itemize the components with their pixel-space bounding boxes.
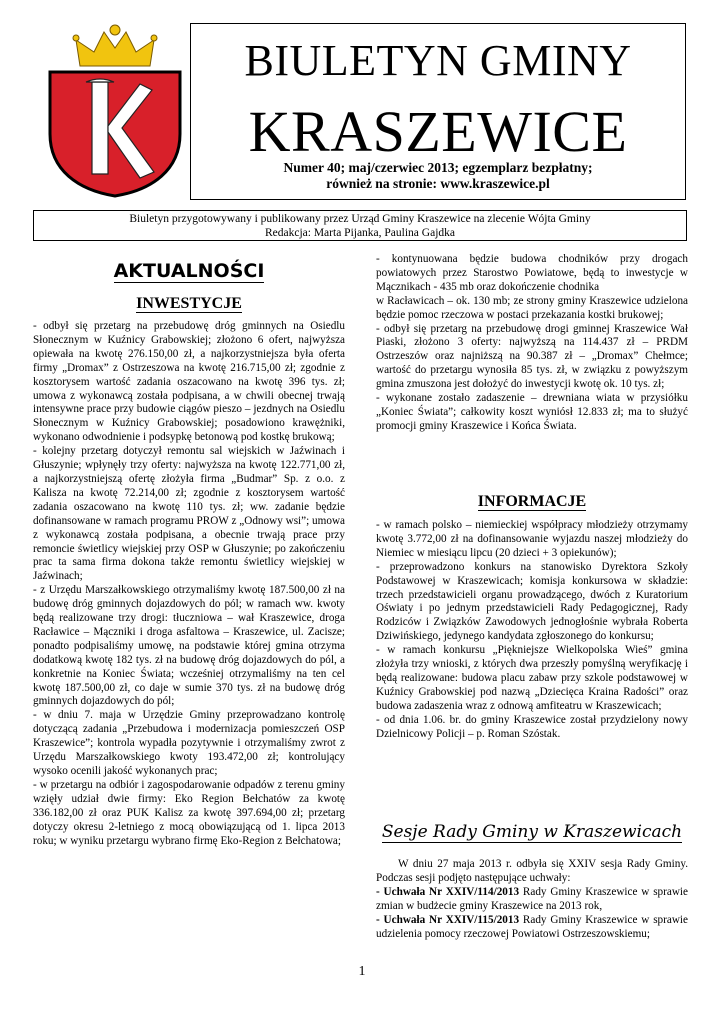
left-paragraph: - odbył się przetarg na przebudowę dróg gminnych na Osiedlu Słonecznym w Kuźnicy Grabowskiej; złożono 6 ofert, najwyższa opiewała na kwotę 276.150,00 zł, a najkorzystniejsza była oferta firmy „Dromax” z Ostrzeszowa na kwotę 216.715,00 zł; zgodnie z kosztorysem wartość zadania oszacowano na kwotę 396 tys. zł; umowa z wykonawcą została podpisana, a w chwili obecnej trwają intensywne prace przy budowie ciągów pieszo – jezdnych na Osiedlu Słonecznym w Kuźnicy Grabowskiej; posadowiono krawężniki, wykonano odwodnienie i podsypkę betonową pod kostkę brukową; — [33, 320, 345, 444]
section-aktualnosci — [33, 260, 345, 282]
right-column-top — [376, 253, 688, 434]
right-paragraph: - wykonane zostało zadaszenie – drewniana wiata w przysiółku „Koniec Świata”; całkowity koszt wyniósł 12.833 zł; ma to służyć promocji gminy Kraszewice i Końca Świata. — [376, 392, 688, 432]
page-number: 1 — [358, 964, 366, 979]
right-paragraph: w Racławicach – ok. 130 mb; ze strony gminy Kraszewice udzielona będzie pomoc rzeczowa w postaci przekazania kostki brukowej; — [376, 294, 688, 321]
credits-box — [33, 210, 687, 241]
informacje-column — [376, 519, 688, 742]
issue-info — [191, 160, 685, 192]
sesje-item — [376, 914, 688, 942]
right-paragraph: - kontynuowana będzie budowa chodników przy drogach powiatowych przez Starostwo Powiatowe, będą to inwestycje w Mącznikach - 435 mb oraz dokończenie chodnika — [376, 253, 688, 293]
title-line2: KRASZEWICE — [248, 99, 628, 164]
credits-line2: Redakcja: Marta Pijanka, Paulina Gajdka — [264, 227, 455, 239]
info-paragraph: - w ramach konkursu „Piękniejsze Wielkopolska Wieś” gmina złożyła trzy wnioski, z których dwa przeszły pomyślną weryfikację i będą realizowane: budowa placu zabaw przy szkole podstawowej w Kuźnicy Grabowskiej pod nazwą „Dziecięca Kraina Radości” oraz budowa zadaszenia wraz z odnową amfiteatru w Kraszewicach; — [376, 644, 688, 712]
info-paragraph: - od dnia 1.06. br. do gminy Kraszewice został przydzielony nowy Dzielnicowy Policji – p. Roman Szóstak. — [376, 713, 688, 740]
section-informacje — [376, 493, 688, 511]
section-inwestycje — [33, 295, 345, 313]
left-paragraph: - kolejny przetarg dotyczył remontu sal wiejskich w Jaźwinach i Głuszynie; wpłynęły trzy oferty: najwyższa na kwotę 122.771,00 zł, a najkorzystniejszą ofertę złożyła firma „Budmar” Sp. z o.o. z Kalisza na kwotę 72.214,00 zł; zgodnie z kosztorysem wartość zadania oszacowano na kwotę 110 tys. zł; ww. zadanie będzie dofinansowane w ramach programu PROW z „Odnowy wsi”; umowa z wykonawcą została podpisana, a obecnie trwają prace przy remoncie świetlicy wiejskiej przy OSP w Głuszynie; po zakończeniu prac ta sama firma dokona także remontu świetlicy wiejskiej w Jaźwinach; — [33, 445, 345, 583]
sesje-column — [376, 858, 688, 941]
left-paragraph: - z Urzędu Marszałkowskiego otrzymaliśmy kwotę 187.500,00 zł na budowę dróg gminnych dojazdowych do pól; w ramach ww. kwoty będą realizowane trzy drogi: tłuczniowa – wał Kraszewice, droga Racławice – Mączniki i droga asfaltowa – Kraszewice, ul. Zacisze; ponadto podpisaliśmy umowę, na podstawie której gmina otrzyma dodatkową kwotę 182 tys. zł na budowę dróg dojazdowych do pól, a konkretnie na Koniec Świata; wcześniej otrzymaliśmy na ten cel kwotę 187.500,00 zł, co daje w sumie 370 tys. zł na budowę dróg gminnych dojazdowych do pól; — [33, 584, 345, 708]
title-line1: BIULETYN GMINY — [244, 36, 632, 85]
info-paragraph: - przeprowadzono konkurs na stanowisko Dyrektora Szkoły Podstawowej w Kraszewicach; komisja konkursowa w składzie: trzech przedstawicieli organu prowadzącego, dwóch z Kuratorium Oświaty i po jednym przedstawicieli Rady Pedagogicznej, Rady Rodziców i Związków Zawodowych jednogłośnie wybrała Roberta Dziwińskiego, jedynego kandydata zgłoszonego do konkursu; — [376, 560, 688, 643]
uchwala-number: - Uchwała Nr XXIV/115/2013 — [376, 913, 520, 926]
sesje-label: Sesje Rady Gminy w Kraszewicach — [381, 822, 683, 842]
inwestycje-label: INWESTYCJE — [136, 295, 242, 312]
informacje-label: INFORMACJE — [477, 493, 587, 510]
uchwala-number: - Uchwała Nr XXIV/114/2013 — [376, 885, 520, 898]
uchwala-text: Rady Gminy Kraszewice w sprawie zmian w budżecie gminy Kraszewice na 2013 rok, — [376, 885, 688, 912]
info-paragraph: - w ramach polsko – niemieckiej współpracy młodzieży otrzymamy kwotę 3.772,00 zł na dofinansowanie wyjazdu naszej młodzieży do Niemiec w miesiącu lipcu (20 dzieci + 3 opiekunów); — [376, 519, 688, 559]
web-line: również na stronie: www.kraszewice.pl — [326, 176, 550, 191]
section-sesje — [376, 822, 688, 842]
masthead — [190, 23, 686, 200]
credits-line1: Biuletyn przygotowywany i publikowany przez Urząd Gminy Kraszewice na zlecenie Wójta Gminy — [129, 213, 591, 225]
left-column — [33, 320, 345, 848]
left-paragraph: - w przetargu na odbiór i zagospodarowanie odpadów z terenu gminy wzięły udział dwie firmy: Eko Region Bełchatów za kwotę 336.182,00 zł oraz PUK Kalisz za kwotę 397.694,00 zł; przetarg dotyczy okresu 2-letniego z mocą obowiązującą od 1. lipca 2013 roku; w wyniku przetargu wybrano firmę Eko-Region z Bełchatowa; — [33, 778, 345, 847]
coat-of-arms-icon — [46, 22, 184, 198]
sesje-item — [376, 886, 688, 914]
sesje-intro: W dniu 27 maja 2013 r. odbyła się XXIV sesja Rady Gminy. Podczas sesji podjęto następujące uchwały: — [376, 858, 688, 884]
left-paragraph: - w dniu 7. maja w Urzędzie Gminy przeprowadzano kontrolę dotyczącą zadania „Przebudowa i modernizacja pomieszczeń OSP Kraszewice”; kontrola wypadła pozytywnie i otrzymaliśmy zwrot z Urzędu Marszałkowskiego kwoty 193.472,00 zł; kontrolujący wysoko ocenili jakość wykonanych prac; — [33, 709, 345, 777]
issue-line: Numer 40; maj/czerwiec 2013; egzemplarz bezpłatny; — [283, 160, 593, 175]
right-paragraph: - odbył się przetarg na przebudowę drogi gminnej Kraszewice Wał Piaski, złożono 3 oferty: najwyższą na 114.437 zł – PRDM Ostrzeszów oraz najniższą na 90.387 zł – „Dromax” Chełmce; wartość do przetargu wynosiła 85 tys. zł, w związku z powyższym gmina zmuszona jest dołożyć do inwestycji kwotę ok. 10 tys. zł; — [376, 322, 688, 391]
uchwala-text: Rady Gminy Kraszewice w sprawie udzielenia pomocy rzeczowej Powiatowi Ostrzeszowskiemu; — [376, 913, 688, 940]
aktualnosci-label: AKTUALNOŚCI — [113, 260, 265, 282]
